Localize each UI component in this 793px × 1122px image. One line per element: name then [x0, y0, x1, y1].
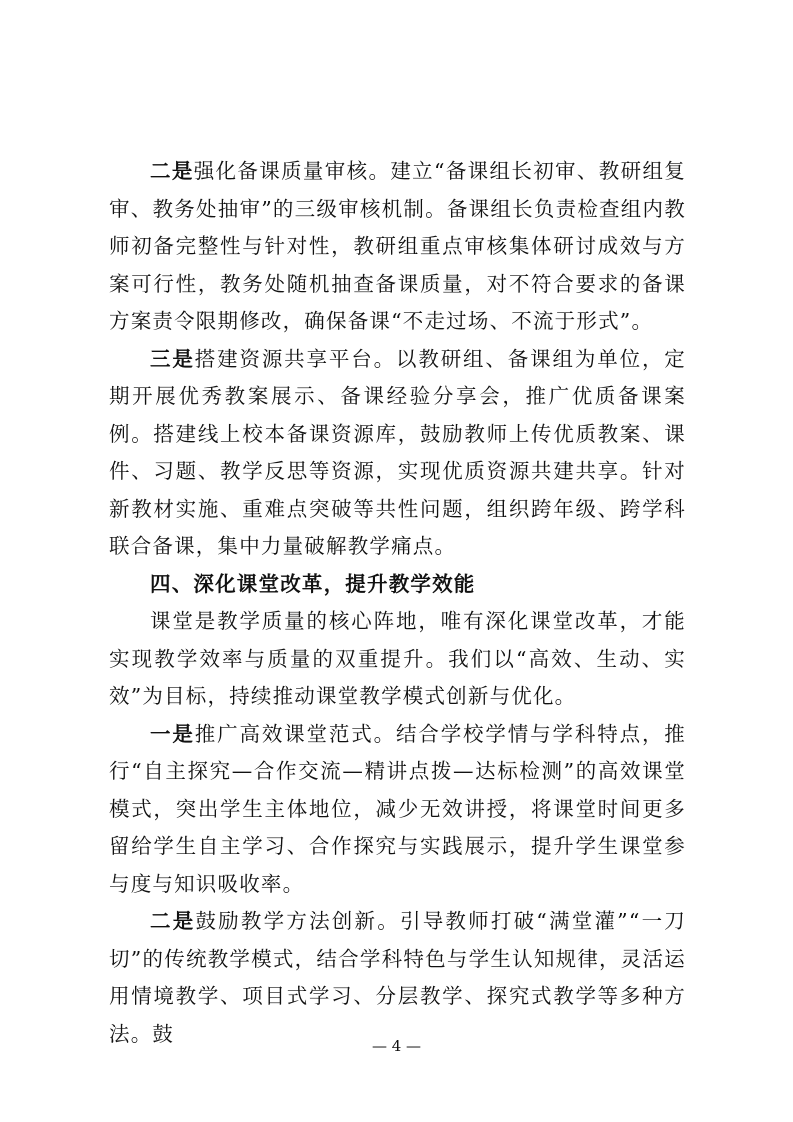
paragraph-efficient-class [109, 716, 686, 904]
section-heading: 四、深化课堂改革，提升教学效能 [150, 571, 476, 596]
paragraph-text: 鼓励教学方法创新。引导教师打破“满堂灌”“一刀切”的传统教学模式，结合学科特色与学生认知规律，灵活运用情境教学、项目式学习、分层教学、探究式教学等多种方法。鼓 [109, 909, 686, 1046]
paragraph-intro [109, 603, 686, 716]
paragraph-lead: 一是 [150, 721, 195, 746]
paragraph-text: 推广高效课堂范式。结合学校学情与学科特点，推行“自主探究—合作交流—精讲点拨—达标检测”的高效课堂模式，突出学生主体地位，减少无效讲授，将课堂时间更多留给学生自主学习、合作探究与实践展示，提升学生课堂参与度与知识吸收率。 [109, 721, 686, 896]
paragraph-method-innovation [109, 903, 686, 1053]
paragraph-lead: 二是 [150, 909, 196, 933]
paragraph-lead: 三是 [150, 346, 195, 371]
paragraph-text: 强化备课质量审核。建立“备课组长初审、教研组复审、教务处抽审”的三级审核机制。备课组长负责检查组内教师初备完整性与针对性，教研组重点审核集体研讨成效与方案可行性，教务处随机抽查备课质量，对不符合要求的备课方案责令限期修改，确保备课“不走过场、不流于形式”。 [109, 159, 686, 333]
paragraph-text: 课堂是教学质量的核心阵地，唯有深化课堂改革，才能实现教学效率与质量的双重提升。我们以“高效、生动、实效”为目标，持续推动课堂教学模式创新与优化。 [109, 609, 686, 708]
page-number: — 4 — [371, 1037, 422, 1055]
document-body [109, 153, 686, 1053]
paragraph-review [109, 153, 686, 341]
paragraph-resources [109, 341, 686, 566]
paragraph-text: 搭建资源共享平台。以教研组、备课组为单位，定期开展优秀教案展示、备课经验分享会，推广优质备课案例。搭建线上校本备课资源库，鼓励教师上传优质教案、课件、习题、教学反思等资源，实现优质资源共建共享。针对新教材实施、重难点突破等共性问题，组织跨年级、跨学科联合备课，集中力量破解教学痛点。 [109, 346, 686, 558]
paragraph-lead: 二是 [150, 159, 194, 183]
